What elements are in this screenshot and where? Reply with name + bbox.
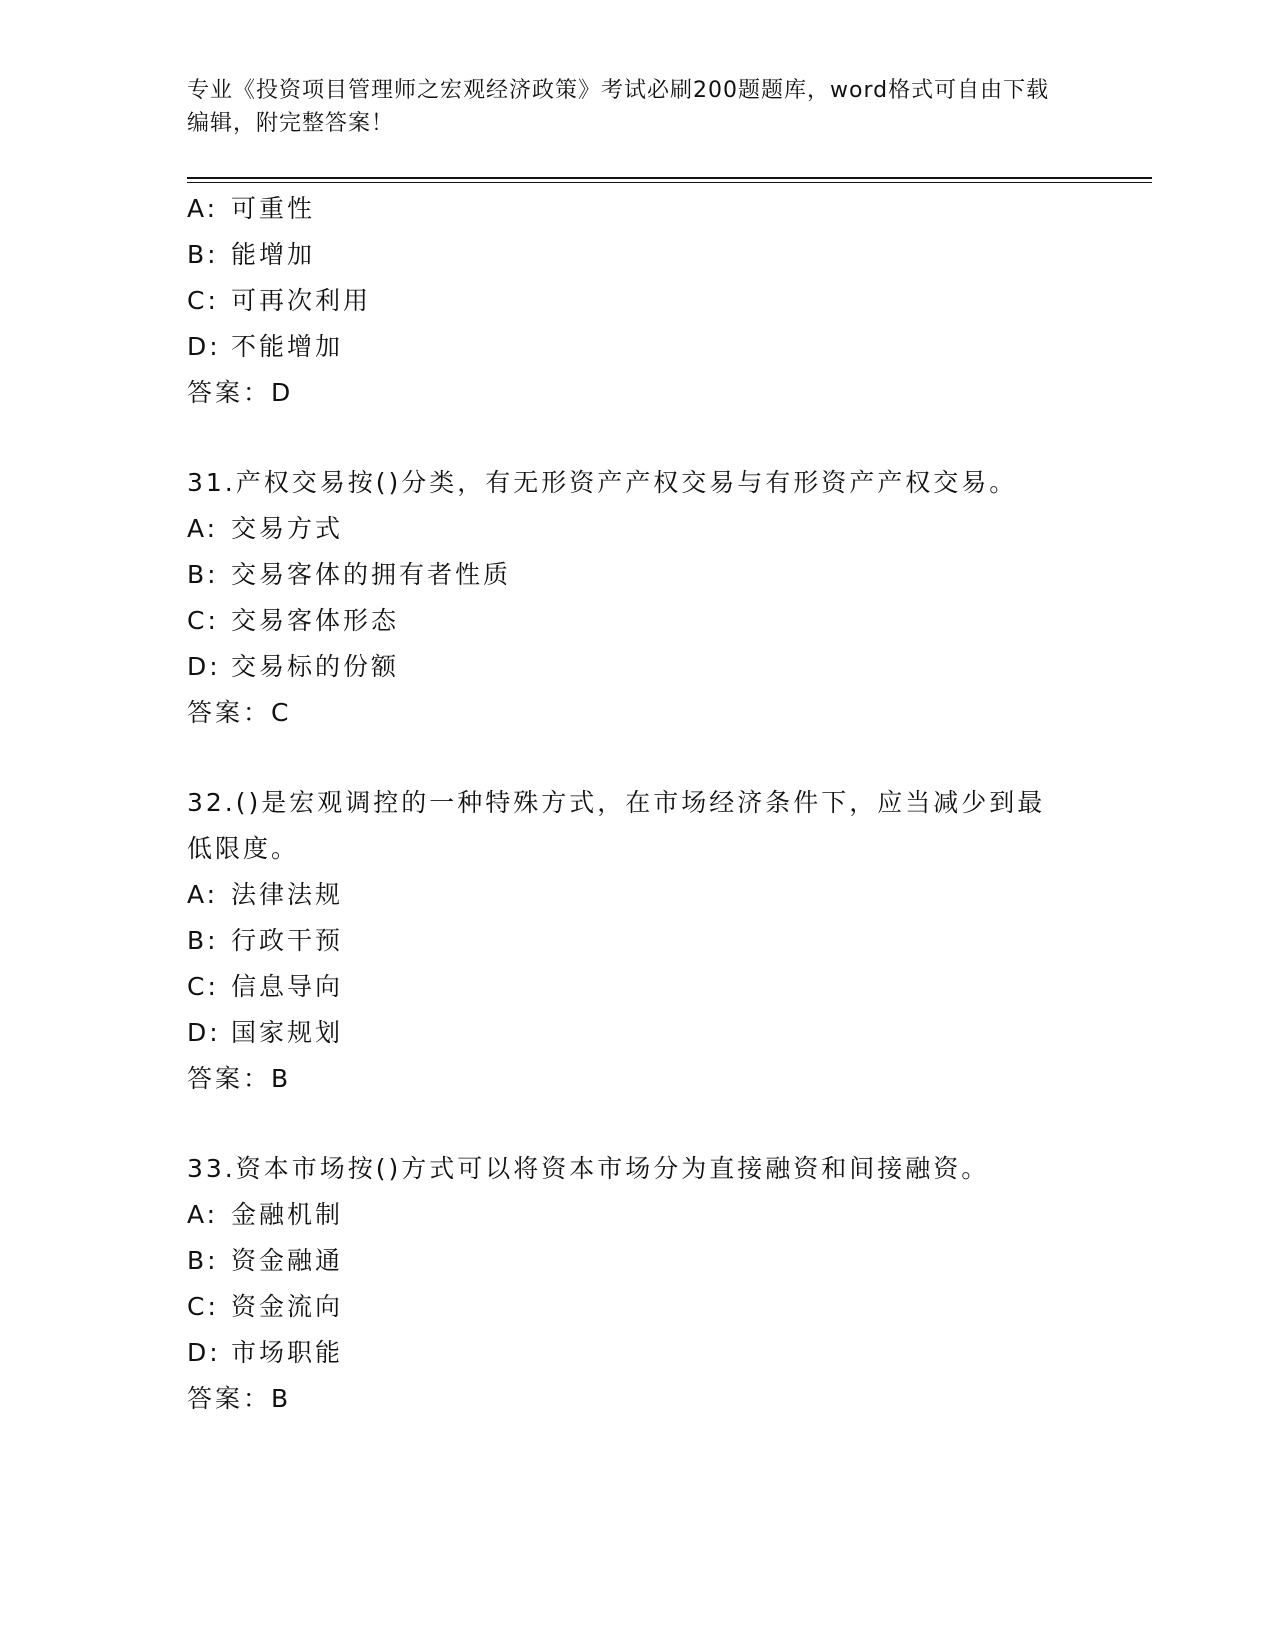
option-a: A: 交易方式	[187, 514, 344, 543]
option-b: B: 资金融通	[187, 1246, 344, 1275]
question-block-33	[187, 1146, 1087, 1422]
option-a: A: 金融机制	[187, 1200, 344, 1229]
question-block-31	[187, 460, 1087, 736]
header-rule-thick	[187, 177, 1152, 179]
block-spacer	[187, 416, 1087, 460]
option-a: A: 可重性	[187, 194, 316, 223]
answer-line: 答案：C	[187, 698, 292, 727]
option-c: C: 交易客体形态	[187, 606, 400, 635]
question-text: 33.资本市场按()方式可以将资本市场分为直接融资和间接融资。	[187, 1154, 990, 1183]
option-c: C: 可再次利用	[187, 286, 372, 315]
answer-line: 答案：B	[187, 1384, 292, 1413]
option-c: C: 资金流向	[187, 1292, 344, 1321]
option-d: D: 市场职能	[187, 1338, 344, 1367]
option-d: D: 交易标的份额	[187, 652, 400, 681]
question-block-30	[187, 186, 1087, 416]
block-spacer	[187, 736, 1087, 780]
block-spacer	[187, 1102, 1087, 1146]
option-c: C: 信息导向	[187, 972, 344, 1001]
option-b: B: 能增加	[187, 240, 316, 269]
option-d: D: 国家规划	[187, 1018, 344, 1047]
question-list	[187, 186, 1087, 1422]
option-b: B: 行政干预	[187, 926, 344, 955]
question-text: 31.产权交易按()分类，有无形资产产权交易与有形资产产权交易。	[187, 468, 1018, 497]
answer-line: 答案：D	[187, 378, 294, 407]
answer-line: 答案：B	[187, 1064, 292, 1093]
option-b: B: 交易客体的拥有者性质	[187, 560, 512, 589]
option-d: D: 不能增加	[187, 332, 344, 361]
question-text: 32.()是宏观调控的一种特殊方式，在市场经济条件下，应当减少到最低限度。	[187, 788, 1046, 863]
question-block-32	[187, 780, 1087, 1102]
document-header: 专业《投资项目管理师之宏观经济政策》考试必刷200题题库，word格式可自由下载编辑，附完整答案！	[187, 78, 1050, 136]
option-a: A: 法律法规	[187, 880, 344, 909]
header-rule-thin	[187, 182, 1152, 183]
